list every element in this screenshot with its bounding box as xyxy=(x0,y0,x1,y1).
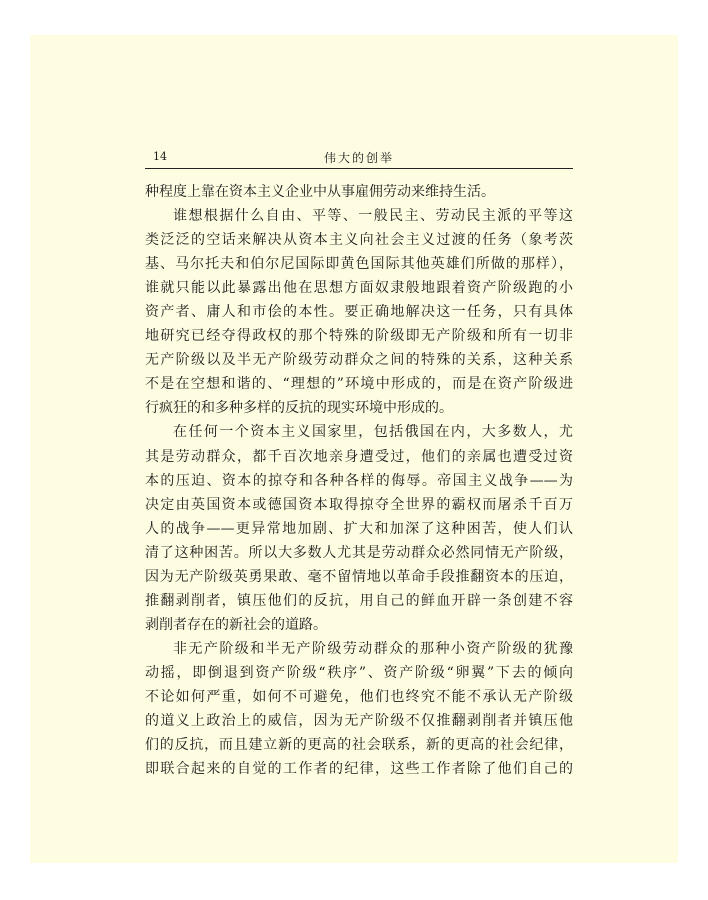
text-line: 不论如何严重，如何不可避免，他们也终究不能不承认无产阶级 xyxy=(145,688,573,705)
text-line: 们的反抗，而且建立新的更高的社会联系，新的更高的社会纪律， xyxy=(145,737,573,754)
running-title: 伟大的创举 xyxy=(323,151,394,165)
text-line: 的道义上政治上的威信，因为无产阶级不仅推翻剥削者并镇压他 xyxy=(145,713,573,730)
text-line: 无产阶级以及半无产阶级劳动群众之间的特殊的关系，这种关系 xyxy=(145,352,573,369)
text-line: 行疯狂的和多种多样的反抗的现实环境中形成的。 xyxy=(145,400,453,417)
text-line: 其是劳动群众，都千百次地亲身遭受过，他们的亲属也遭受过资 xyxy=(145,448,573,465)
text-line: 谁就只能以此暴露出他在思想方面奴隶般地跟着资产阶级跑的小 xyxy=(145,280,573,297)
text-line: 非无产阶级和半无产阶级劳动群众的那种小资产阶级的犹豫 xyxy=(173,640,573,657)
page-header xyxy=(145,148,573,169)
text-line: 剥削者存在的新社会的道路。 xyxy=(145,616,327,633)
page-number: 14 xyxy=(153,150,167,163)
text-line: 人的战争——更异常地加剧、扩大和加深了这种困苦，使人们认 xyxy=(145,520,573,537)
text-line: 清了这种困苦。所以大多数人尤其是劳动群众必然同情无产阶级， xyxy=(145,544,573,561)
text-line: 地研究已经夺得政权的那个特殊的阶级即无产阶级和所有一切非 xyxy=(145,328,573,345)
text-line: 在任何一个资本主义国家里，包括俄国在内，大多数人，尤 xyxy=(173,424,573,441)
text-line: 即联合起来的自觉的工作者的纪律，这些工作者除了他们自己的 xyxy=(145,761,573,778)
text-line: 本的压迫、资本的掠夺和各种各样的侮辱。帝国主义战争——为 xyxy=(145,472,573,489)
body-text xyxy=(145,180,573,781)
text-line: 决定由英国资本或德国资本取得掠夺全世界的霸权而屠杀千百万 xyxy=(145,496,573,513)
text-line: 种程度上靠在资本主义企业中从事雇佣劳动来维持生活。 xyxy=(145,184,495,200)
text-line: 推翻剥削者，镇压他们的反抗，用自己的鲜血开辟一条创建不容 xyxy=(145,592,573,609)
text-line: 资产者、庸人和市侩的本性。要正确地解决这一任务，只有具体 xyxy=(145,304,573,321)
text-line: 动摇，即倒退到资产阶级“秩序”、资产阶级“卵翼”下去的倾向 xyxy=(145,664,573,681)
text-line: 因为无产阶级英勇果敢、毫不留情地以革命手段推翻资本的压迫， xyxy=(145,568,573,585)
text-line: 类泛泛的空话来解决从资本主义向社会主义过渡的任务（象考茨 xyxy=(145,232,573,249)
text-line: 基、马尔托夫和伯尔尼国际即黄色国际其他英雄们所做的那样）， xyxy=(145,256,573,273)
text-line: 谁想根据什么自由、平等、一般民主、劳动民主派的平等这 xyxy=(173,208,573,225)
text-line: 不是在空想和谐的、“理想的”环境中形成的，而是在资产阶级进 xyxy=(145,376,573,393)
